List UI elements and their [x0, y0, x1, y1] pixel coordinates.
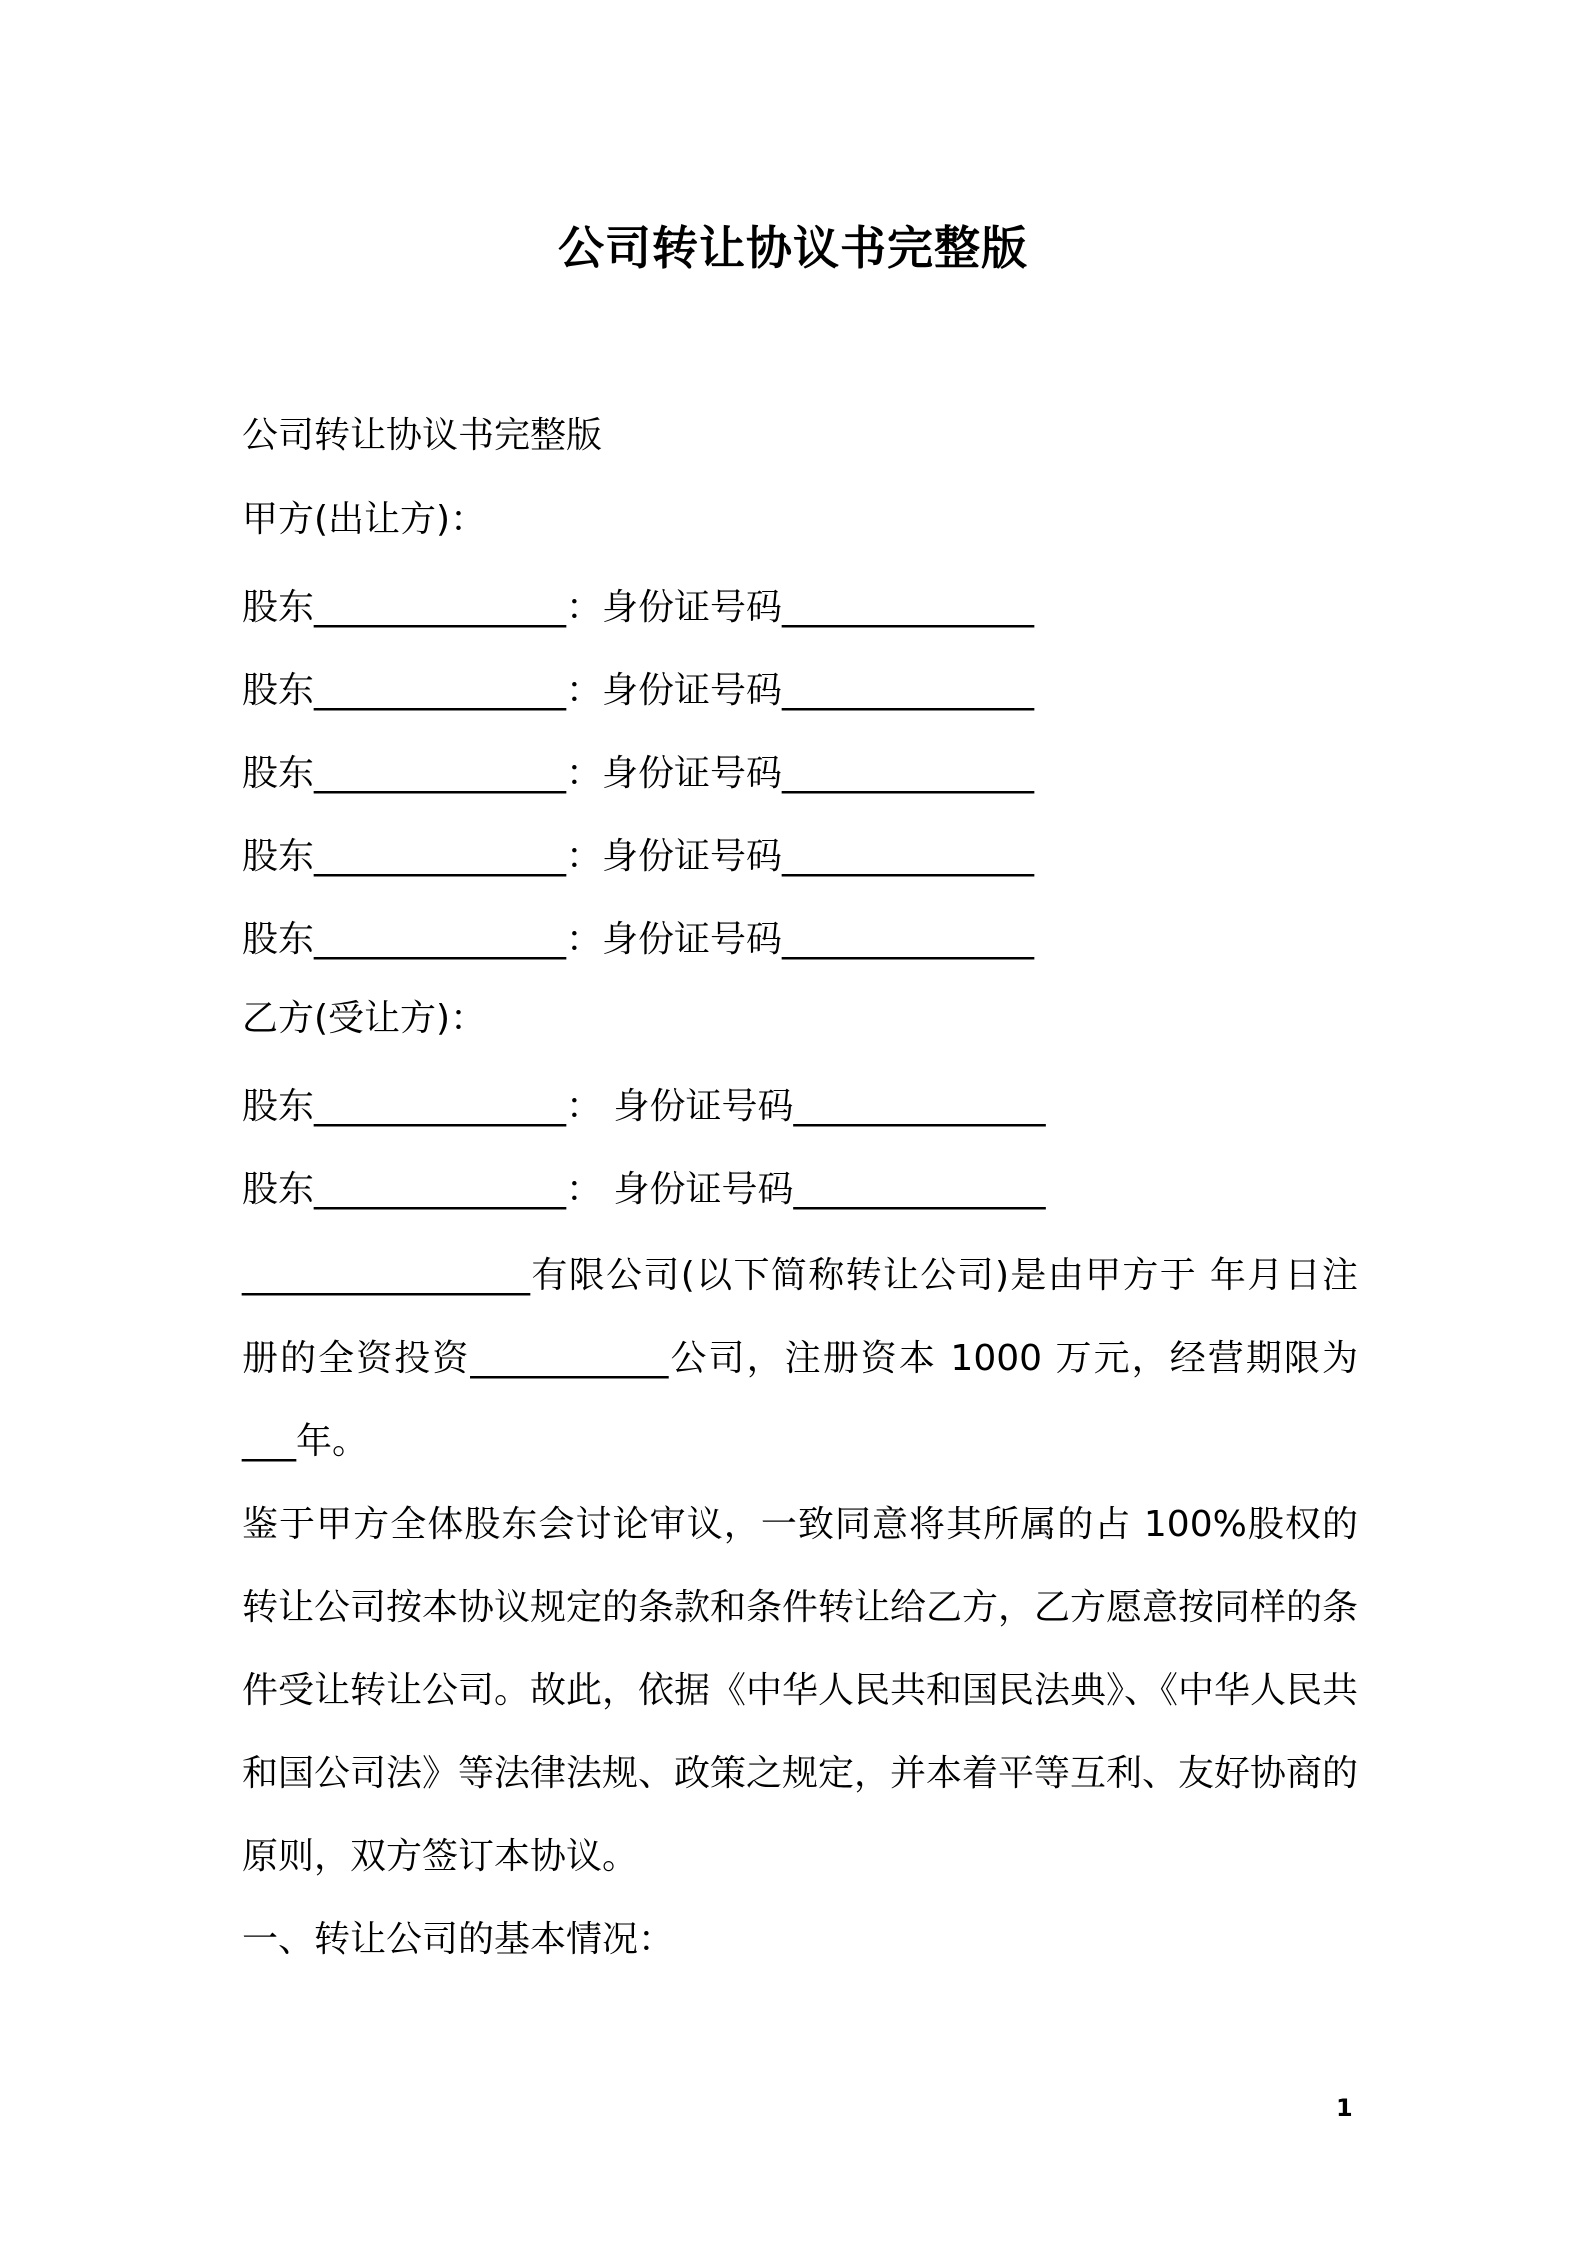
party-b-heading: 乙方(受让方)：: [242, 998, 487, 1039]
party-a-shareholder-row: 股东______________：身份证号码______________: [242, 587, 1035, 628]
party-a-shareholder-row: 股东______________：身份证号码______________: [242, 919, 1035, 960]
party-b-shareholder-row: 股东______________： 身份证号码______________: [242, 1169, 1046, 1210]
transfer-agreement-paragraph: 鉴于甲方全体股东会讨论审议，一致同意将其所属的占 100%股权的转让公司按本协议规定的条款和条件转让给乙方，乙方愿意按同样的条件受让转让公司。故此，依据《中华人民共和国民法典》、《中华人民共和国公司法》等法律法规、政策之规定，并本着平等互利、友好协商的原则，双方签订本协议。: [242, 1504, 1359, 1877]
section-1-heading: 一、转让公司的基本情况：: [242, 1919, 675, 1960]
company-registration-paragraph: ________________有限公司(以下简称转让公司)是由甲方于 年月日注册的全资投资___________公司，注册资本 1000 万元，经营期限为___年。: [242, 1255, 1358, 1462]
document-subtitle: 公司转让协议书完整版: [242, 415, 603, 456]
party-a-shareholder-row: 股东______________：身份证号码______________: [242, 836, 1035, 877]
party-a-shareholder-row: 股东______________：身份证号码______________: [242, 753, 1035, 794]
party-b-shareholder-row: 股东______________： 身份证号码______________: [242, 1086, 1046, 1127]
party-a-heading: 甲方(出让方)：: [242, 499, 487, 540]
document-title: 公司转让协议书完整版: [558, 221, 1028, 275]
party-a-shareholder-row: 股东______________：身份证号码______________: [242, 670, 1035, 711]
page-number: 1: [1336, 2094, 1353, 2122]
